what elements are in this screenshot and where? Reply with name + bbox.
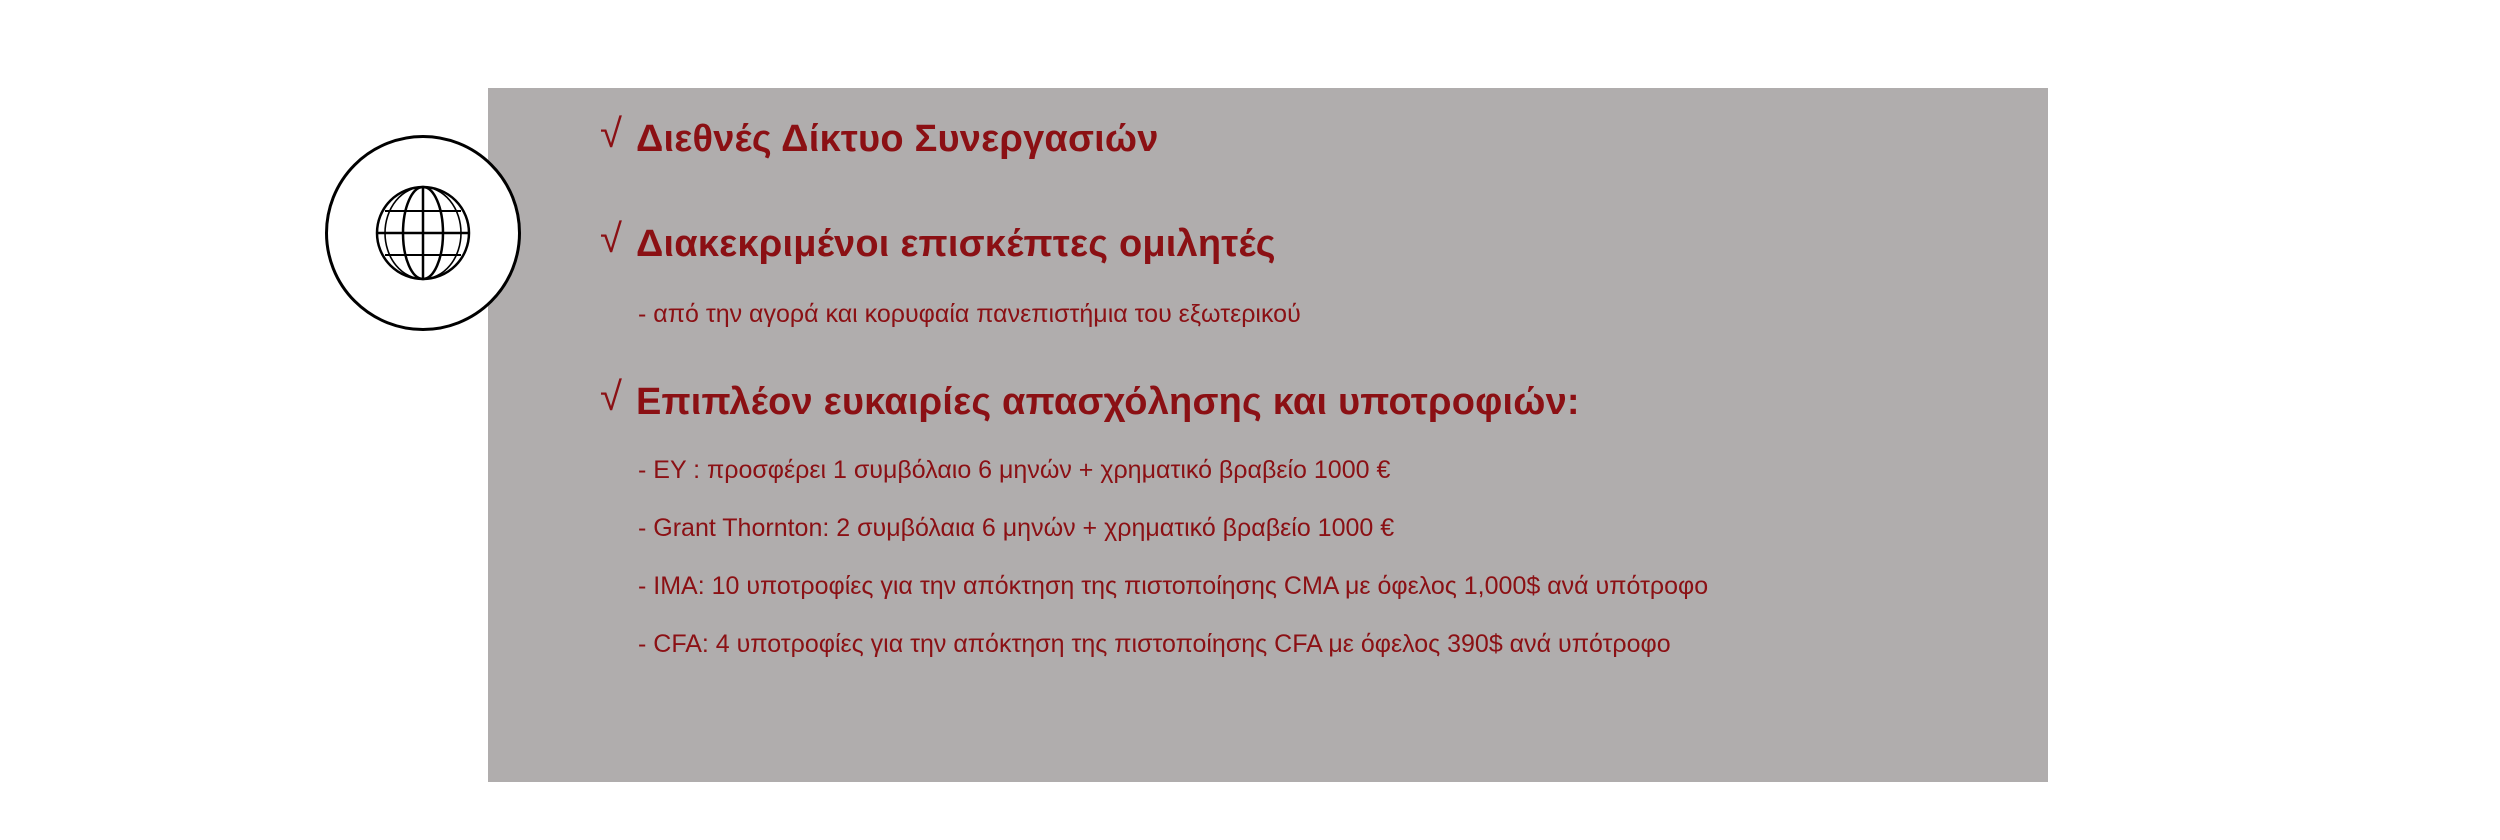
bullet-list xyxy=(600,112,2020,659)
bullet-heading-text: Διεθνές Δίκτυο Συνεργασιών xyxy=(635,118,1159,160)
globe-icon xyxy=(325,135,521,331)
sub-item: - IMA: 10 υποτροφίες για την απόκτηση της πιστοποίησης CMA με όφελος 1,000$ ανά υπότροφο xyxy=(638,572,1709,600)
sub-item: - από την αγορά και κορυφαία πανεπιστήμια του εξωτερικού xyxy=(638,300,1301,328)
check-icon: √ xyxy=(600,217,622,261)
bullet-heading-jobs-and-scholarships xyxy=(600,375,2020,424)
bullet-heading-international-network xyxy=(600,112,2020,161)
bullet-heading-text: Επιπλέον ευκαιρίες απασχόλησης και υποτροφιών: xyxy=(635,381,1580,423)
bullet-heading-visiting-speakers xyxy=(600,217,2020,266)
sub-item: - Grant Thornton: 2 συμβόλαια 6 μηνών + χρηματικό βραβείο 1000 € xyxy=(638,514,1395,542)
sub-item: - CFA: 4 υποτροφίες για την απόκτηση της πιστοποίησης CFA με όφελος 390$ ανά υπότροφο xyxy=(638,630,1671,658)
check-icon: √ xyxy=(600,375,622,419)
check-icon: √ xyxy=(600,112,622,156)
sub-item: - EY : προσφέρει 1 συμβόλαιο 6 μηνών + χρηματικό βραβείο 1000 € xyxy=(638,456,1391,484)
bullet-heading-text: Διακεκριμένοι επισκέπτες ομιλητές xyxy=(635,223,1276,265)
